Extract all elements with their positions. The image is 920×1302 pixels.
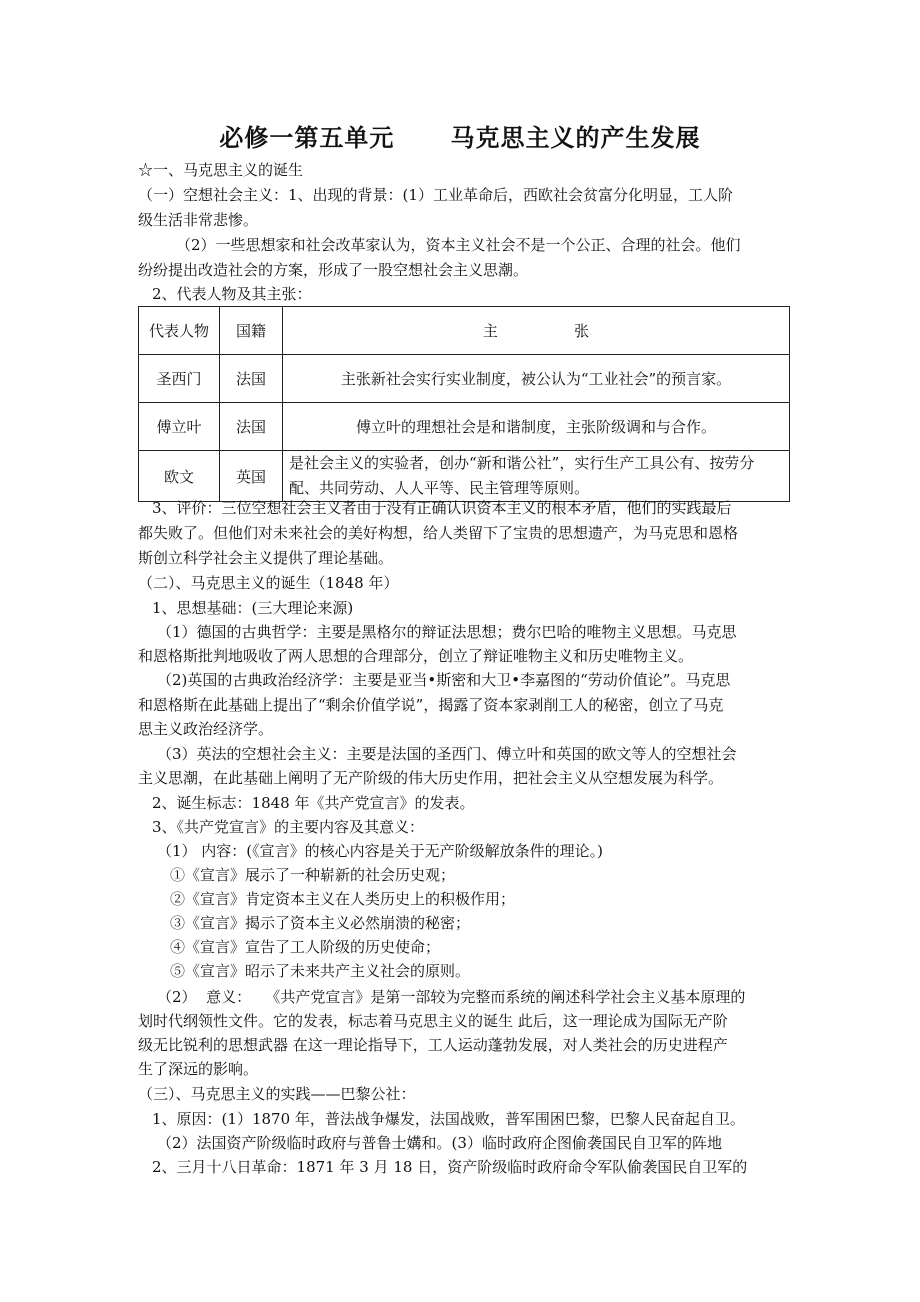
paragraph-line: 级生活非常悲惨。 (138, 211, 259, 229)
table-row (139, 403, 790, 451)
header-cell: 主 张 (283, 307, 790, 355)
paragraph-line: 思主义政治经济学。 (138, 720, 274, 738)
table-cell-name: 欧文 (139, 451, 220, 502)
table-header-row (139, 307, 790, 355)
paragraph-line: 都失败了。但他们对未来社会的美好构想，给人类留下了宝贵的思想遗产，为马克思和恩格 (138, 524, 739, 542)
paragraph-line: 3、评价：三位空想社会主义者由于没有正确认识资本主义的根本矛盾，他们的实践最后 (152, 499, 732, 517)
table-cell-country: 法国 (220, 355, 283, 403)
table-cell-name: 傅立叶 (139, 403, 220, 451)
paragraph-line: 主义思潮，在此基础上阐明了无产阶级的伟大历史作用，把社会主义从空想发展为科学。 (138, 769, 724, 787)
paragraph-line: （2）一些思想家和社会改革家认为，资本主义社会不是一个公正、合理的社会。他们 (176, 236, 741, 254)
paragraph-line: 2、三月十八日革命：1871 年 3 月 18 日，资产阶级临时政府命令军队偷袭国民自卫军的 (152, 1158, 748, 1176)
page-title: 必修一第五单元 马克思主义的产生发展 (219, 123, 701, 152)
paragraph-line: 斯创立科学社会主义提供了理论基础。 (138, 549, 394, 567)
paragraph-line: （2）法国资产阶级临时政府与普鲁士媾和。(3）临时政府企图偷袭国民自卫军的阵地 (157, 1134, 722, 1152)
table-cell-country: 法国 (220, 403, 283, 451)
paragraph-line: （2)英国的古典政治经济学：主要是亚当•斯密和大卫•李嘉图的“劳动价值论”。马克思 (157, 671, 731, 689)
paragraph-line: 1、思想基础：(三大理论来源) (152, 599, 354, 617)
paragraph-line: （3）英法的空想社会主义：主要是法国的圣西门、傅立叶和英国的欧文等人的空想社会 (157, 745, 737, 763)
section-heading: ☆一、马克思主义的诞生 (138, 161, 304, 179)
paragraph-line: （一）空想社会主义：1、出现的背景：(1）工业革命后，西欧社会贫富分化明显，工人阶 (138, 186, 733, 204)
paragraph-line: 和恩格斯批判地吸收了两人思想的合理部分，创立了辩证唯物主义和历史唯物主义。 (138, 647, 694, 665)
table-row (139, 355, 790, 403)
paragraph-line: 纷纷提出改造社会的方案，形成了一股空想社会主义思潮。 (138, 261, 529, 279)
paragraph-line: 3、《共产党宣言》的主要内容及其意义： (152, 818, 425, 836)
list-item: ①《宣言》展示了一种崭新的社会历史观； (170, 866, 456, 884)
list-item: ③《宣言》揭示了资本主义必然崩溃的秘密； (170, 914, 471, 932)
paragraph-line: 划时代纲领性文件。它的发表，标志着马克思主义的诞生 此后，这一理论成为国际无产阶 (138, 1012, 728, 1030)
paragraph-line: 级无比锐利的思想武器 在这一理论指导下，工人运动蓬勃发展，对人类社会的历史进程产 (138, 1036, 728, 1054)
paragraph-line: （2） 意义： 《共产党宣言》是第一部较为完整而系统的阐述科学社会主义基本原理的 (157, 988, 746, 1006)
paragraph-line: 2、代表人物及其主张： (152, 285, 312, 303)
paragraph-line: （1）德国的古典哲学：主要是黑格尔的辩证法思想；费尔巴哈的唯物主义思想。马克思 (157, 623, 737, 641)
table-row (139, 451, 790, 502)
table-cell-claim: 傅立叶的理想社会是和谐制度，主张阶级调和与合作。 (283, 403, 790, 451)
list-item: ⑤《宣言》昭示了未来共产主义社会的原则。 (170, 962, 471, 980)
table-cell-claim: 是社会主义的实验者，创办“新和谐公社”，实行生产工具公有、按劳分配、共同劳动、人人平等、民主管理等原则。 (283, 451, 790, 502)
list-item: ④《宣言》宣告了工人阶级的历史使命； (170, 938, 441, 956)
table-cell-claim: 主张新社会实行实业制度，被公认为“工业社会”的预言家。 (283, 355, 790, 403)
representatives-table (138, 306, 790, 502)
paragraph-line: 2、诞生标志：1848 年《共产党宣言》的发表。 (152, 794, 475, 812)
header-cell: 国籍 (220, 307, 283, 355)
paragraph-line: 和恩格斯在此基础上提出了“剩余价值学说”，揭露了资本家剥削工人的秘密，创立了马克 (138, 696, 724, 714)
paragraph-line: （1） 内容：(《宣言》的核心内容是关于无产阶级解放条件的理论。) (157, 842, 604, 860)
paragraph-line: 1、原因：(1）1870 年，普法战争爆发，法国战败，普军围困巴黎，巴黎人民奋起自卫。 (152, 1110, 745, 1128)
list-item: ②《宣言》肯定资本主义在人类历史上的积极作用； (170, 890, 516, 908)
table-cell-country: 英国 (220, 451, 283, 502)
paragraph-line: 生了深远的影响。 (138, 1060, 259, 1078)
section-heading: （二）、马克思主义的诞生（1848 年） (138, 574, 399, 592)
table-cell-name: 圣西门 (139, 355, 220, 403)
section-heading: （三）、马克思主义的实践——巴黎公社： (138, 1085, 416, 1103)
header-cell: 代表人物 (139, 307, 220, 355)
